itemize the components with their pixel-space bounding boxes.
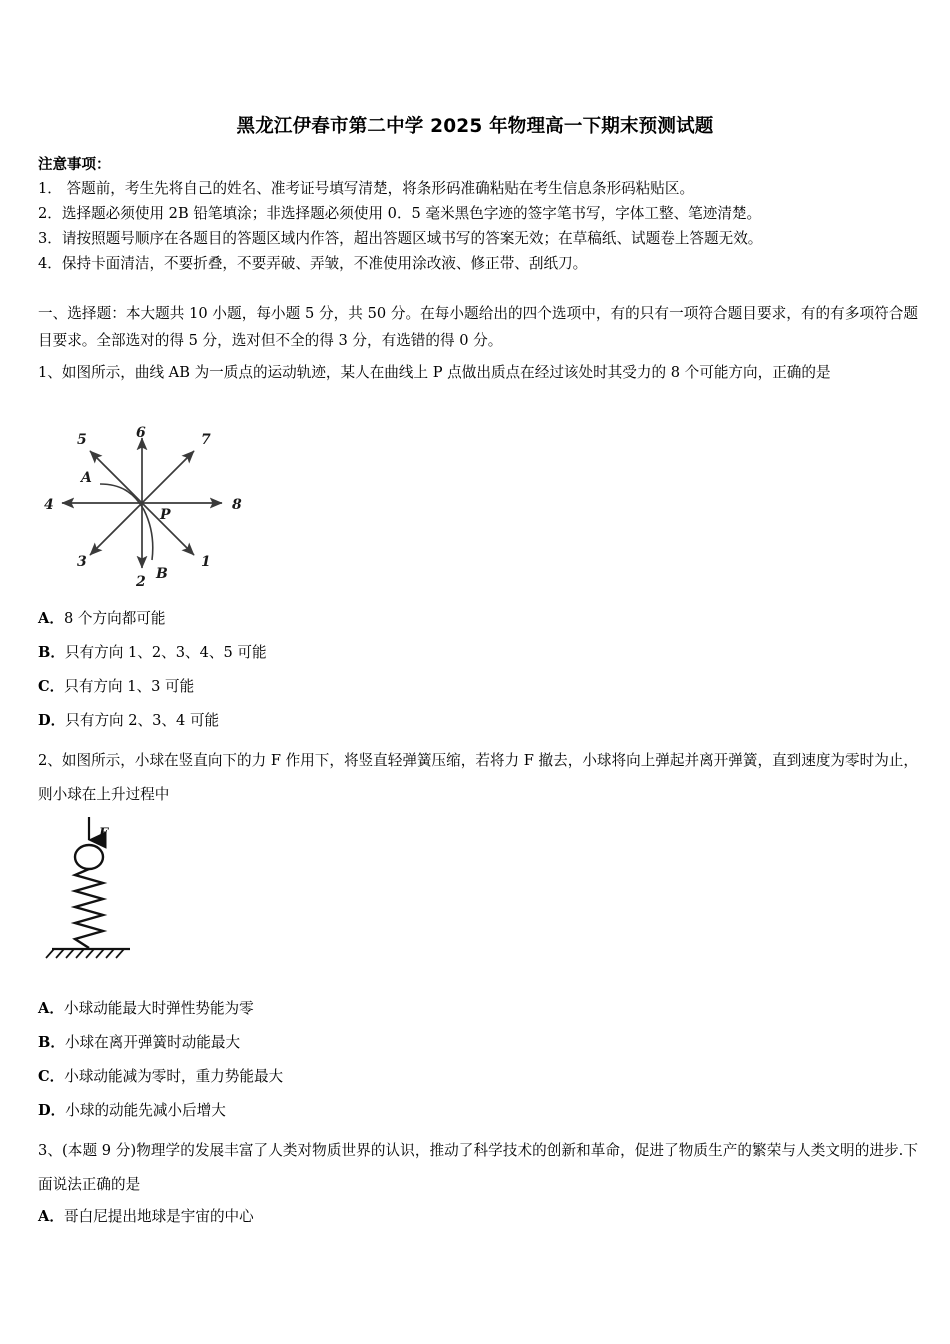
direction-label-5: 5: [77, 432, 87, 448]
option-letter: D．: [38, 1102, 66, 1119]
option-letter: B．: [38, 644, 65, 661]
question-1-options: [38, 602, 918, 738]
force-label-F: F: [99, 826, 109, 841]
option-letter: A．: [38, 610, 64, 627]
direction-label-7: 7: [201, 432, 211, 448]
direction-label-3: 3: [77, 554, 87, 570]
question-2-stem: 2、如图所示，小球在竖直向下的力 F 作用下，将竖直轻弹簧压缩，若将力 F 撤去，小球将向上弹起并离开弹簧，直到速度为零时为止，则小球在上升过程中: [38, 752, 918, 803]
option-letter: A．: [38, 1000, 64, 1017]
option-row: [38, 1026, 918, 1060]
option-text: 小球的动能先减小后增大: [65, 1102, 226, 1119]
option-row: [38, 992, 918, 1026]
option-text: 哥白尼提出地球是宇宙的中心: [64, 1208, 254, 1225]
option-text: 只有方向 2、3、4 可能: [65, 712, 220, 729]
option-letter: B．: [38, 1034, 65, 1051]
option-row: [38, 1200, 918, 1234]
option-letter: C．: [38, 1068, 65, 1085]
point-label-P: P: [160, 507, 171, 523]
direction-label-2: 2: [136, 574, 146, 590]
note-item: 4．保持卡面清洁，不要折叠，不要弄破、弄皱，不准使用涂改液、修正带、刮纸刀。: [38, 255, 588, 272]
option-text: 小球动能最大时弹性势能为零: [64, 1000, 254, 1017]
curve-label-A: A: [81, 470, 92, 486]
option-text: 小球动能减为零时，重力势能最大: [64, 1068, 284, 1085]
option-text: 只有方向 1、3 可能: [64, 678, 195, 695]
direction-label-1: 1: [201, 554, 211, 570]
option-letter: D．: [38, 712, 66, 729]
spring-coil: [75, 869, 103, 948]
direction-label-4: 4: [44, 497, 54, 513]
direction-label-8: 8: [232, 497, 242, 513]
option-row: [38, 1060, 918, 1094]
direction-label-6: 6: [136, 425, 146, 441]
section-heading: 一、选择题：本大题共 10 小题，每小题 5 分，共 50 分。在每小题给出的四个选项中，有的只有一项符合题目要求，有的有多项符合题目要求。全部选对的得 5 分，选对但不全的得 3 分，有选错的得 0 分。: [38, 305, 918, 349]
option-row: [38, 1094, 918, 1128]
ball-on-spring-diagram: [44, 812, 194, 962]
option-row: [38, 670, 918, 704]
option-row: [38, 704, 918, 738]
eight-direction-force-diagram: [36, 414, 268, 592]
notes-heading: 注意事项：: [38, 156, 111, 173]
question-2-options: [38, 992, 918, 1128]
note-item: 3．请按照题号顺序在各题目的答题区域内作答，超出答题区域书写的答案无效；在草稿纸、试题卷上答题无效。: [38, 230, 763, 247]
option-row: [38, 602, 918, 636]
option-row: [38, 636, 918, 670]
question-3-stem: 3、(本题 9 分)物理学的发展丰富了人类对物质世界的认识，推动了科学技术的创新和革命，促进了物质生产的繁荣与人类文明的进步.下面说法正确的是: [38, 1142, 918, 1193]
option-letter: C．: [38, 678, 65, 695]
option-letter: A．: [38, 1208, 64, 1225]
question-3-options: [38, 1200, 918, 1234]
option-text: 8 个方向都可能: [64, 610, 166, 627]
question-1-stem: 1、如图所示，曲线 AB 为一质点的运动轨迹，某人在曲线上 P 点做出质点在经过该处时其受力的 8 个可能方向，正确的是: [38, 364, 831, 381]
ground-hatching: [46, 949, 124, 958]
option-text: 小球在离开弹簧时动能最大: [64, 1034, 241, 1051]
note-item: 2．选择题必须使用 2B 铅笔填涂；非选择题必须使用 0．5 毫米黑色字迹的签字笔书写，字体工整、笔迹清楚。: [38, 205, 762, 222]
ball-shape: [75, 845, 103, 869]
note-item: 1． 答题前，考生先将自己的姓名、准考证号填写清楚，将条形码准确粘贴在考生信息条形码粘贴区。: [38, 180, 695, 197]
curve-label-B: B: [156, 566, 168, 582]
option-text: 只有方向 1、2、3、4、5 可能: [64, 644, 267, 661]
page-title: 黑龙江伊春市第二中学 2025 年物理高一下期末预测试题: [236, 116, 714, 137]
notes-list: [38, 176, 918, 276]
